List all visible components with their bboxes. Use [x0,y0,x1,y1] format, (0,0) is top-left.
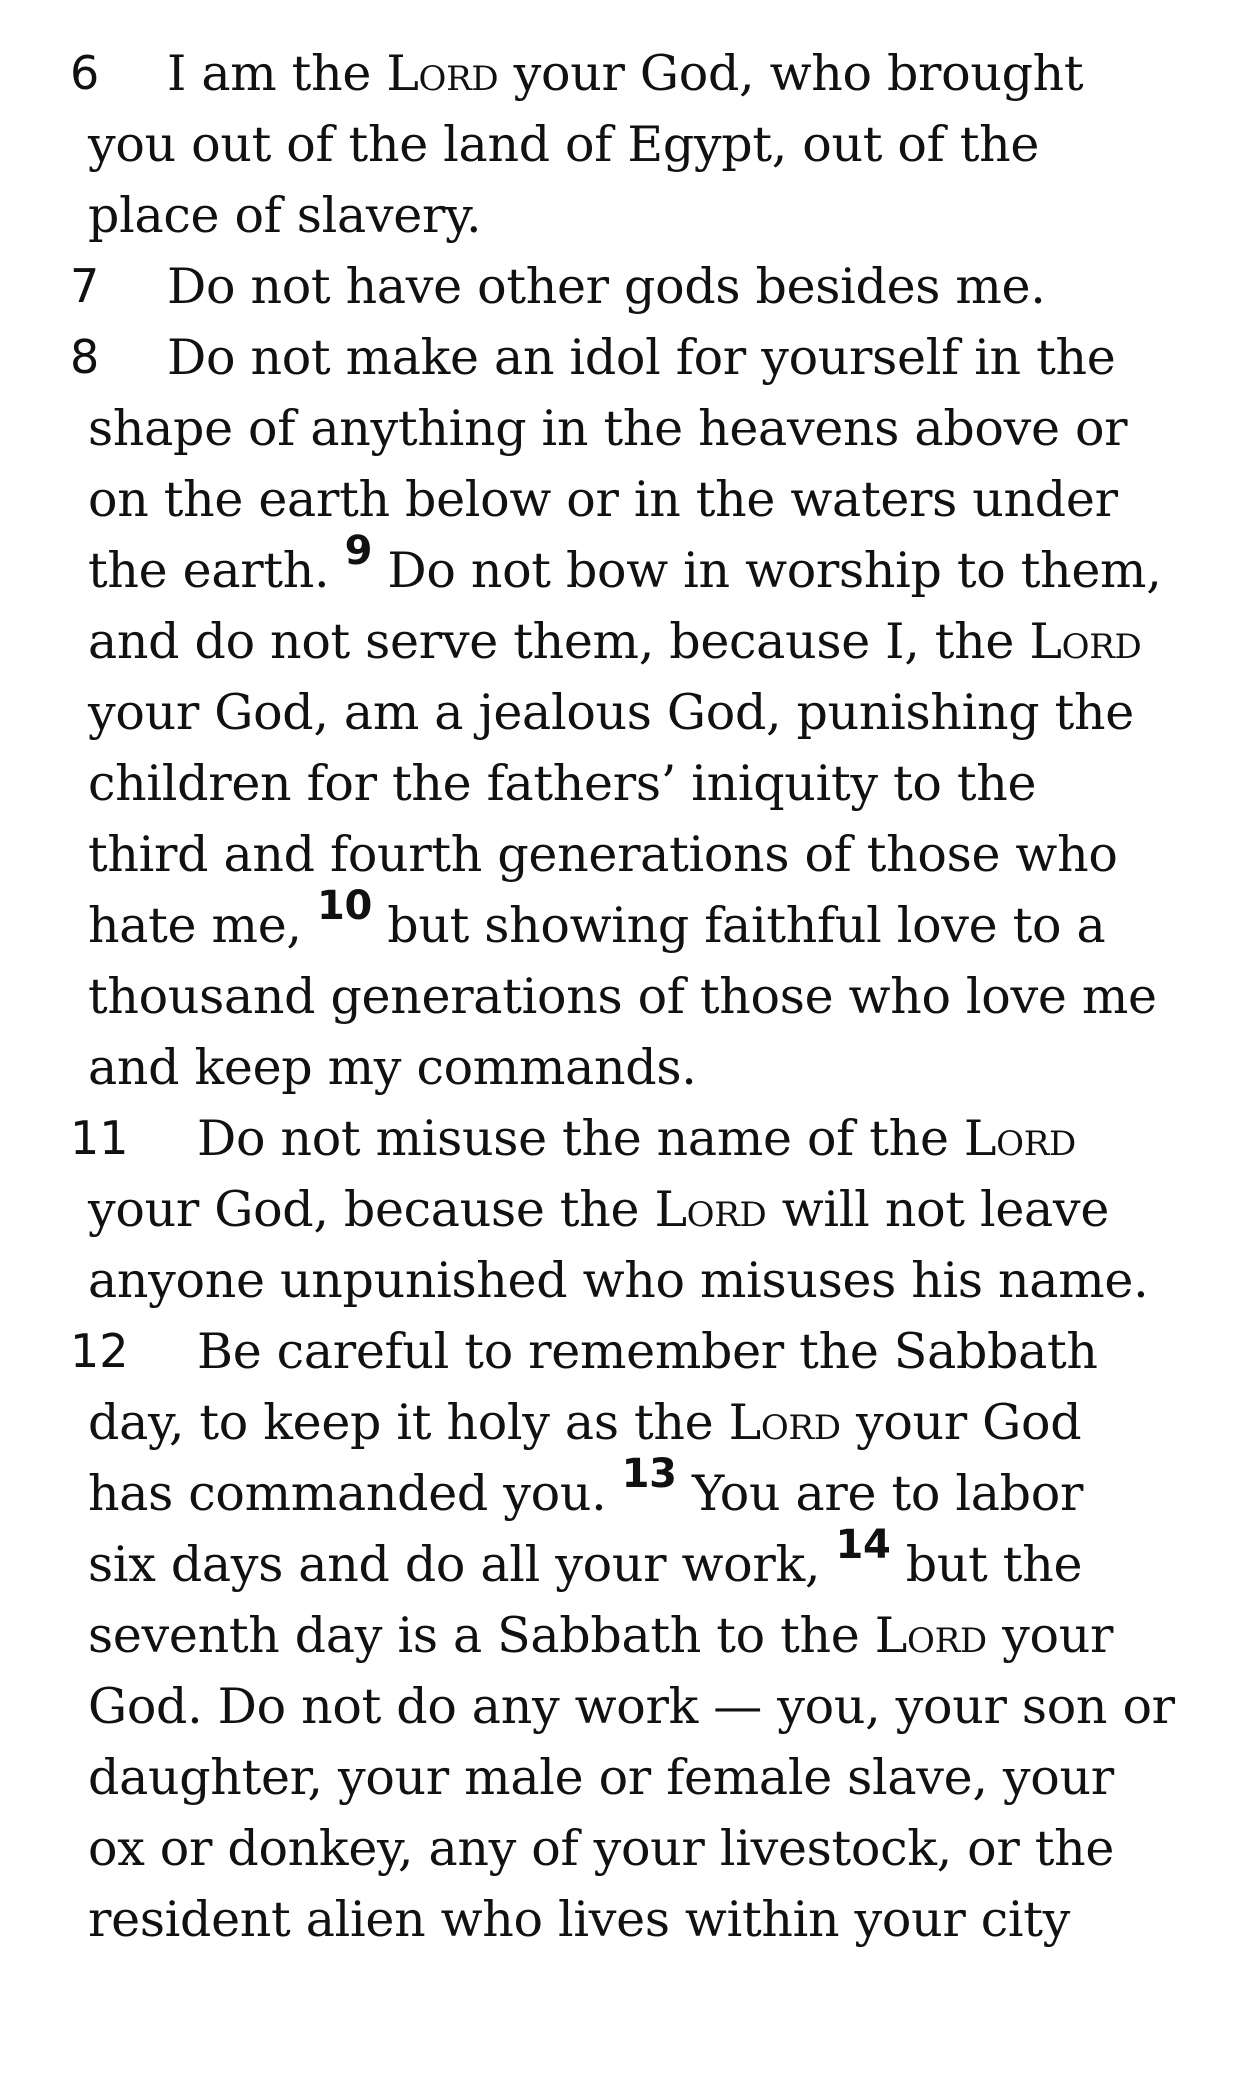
verse-text-line [88,1671,1175,1742]
divine-name: Lord [654,1181,767,1238]
text-run: hate me, [88,897,317,954]
text-run: third and fourth generations of those who [88,826,1118,883]
text-run: anyone unpunished who misuses his name. [88,1252,1149,1309]
text-run: children for the fathers’ iniquity to the [88,755,1037,812]
verse-text-line [88,1600,1113,1671]
verse-text-line [88,1450,1084,1529]
verse-text-first-line [167,38,1083,109]
verse-text-line [88,393,1127,464]
verse-text-first-line [197,1316,1098,1387]
text-run: your God, who brought [498,45,1084,102]
divine-name: Lord [386,45,499,102]
verse-text-line [88,606,1141,677]
verse-number: 8 [70,330,100,384]
text-run: Be careful to remember the Sabbath [197,1323,1098,1380]
verse-text-line [88,1521,1083,1600]
verse-text-line [88,748,1036,819]
verse-text-line [88,180,481,251]
text-run: thousand generations of those who love me [88,968,1157,1025]
text-run: Do not misuse the name of the [197,1110,964,1167]
text-run: you out of the land of Egypt, out of the [88,116,1040,173]
verse-number: 12 [70,1324,129,1378]
inline-verse-number: 14 [835,1521,891,1568]
verse-number: 11 [70,1111,129,1165]
text-run: place of slavery. [88,187,482,244]
verse-number: 7 [70,259,100,313]
verse-text-line [88,1884,1070,1955]
verse-text-line [88,961,1157,1032]
text-run: will not leave [766,1181,1110,1238]
text-run: your [986,1607,1114,1664]
verse-text-first-line [167,322,1115,393]
text-run: Do not bow in worship to them, [372,542,1162,599]
text-run: shape of anything in the heavens above or [88,400,1128,457]
text-run: Do not make an idol for yourself in the [167,329,1116,386]
verse-text-line [88,882,1106,961]
verse-text-line [88,1245,1148,1316]
verse-text-line [88,677,1134,748]
verse-text-line [88,109,1039,180]
verse-text-line [88,527,1162,606]
text-run: resident alien who lives within your city [88,1891,1071,1948]
text-run: the earth. [88,542,345,599]
text-run: your God [840,1394,1082,1451]
text-run: your God, am a jealous God, punishing the [88,684,1134,741]
text-run: seventh day is a Sabbath to the [88,1607,875,1664]
verse-number: 6 [70,46,100,100]
verse-text-line [88,1032,697,1103]
text-run: You are to labor [676,1465,1084,1522]
text-run: on the earth below or in the waters under [88,471,1118,528]
verse-text-line [88,1813,1114,1884]
verse-text-line [88,1742,1114,1813]
text-run: but the [890,1536,1083,1593]
text-run: daughter, your male or female slave, your [88,1749,1114,1806]
text-run: Do not have other gods besides me. [167,258,1046,315]
divine-name: Lord [963,1110,1076,1167]
text-run: God. Do not do any work — you, your son or [88,1678,1175,1735]
text-run: and keep my commands. [88,1039,697,1096]
inline-verse-number: 9 [344,527,373,574]
verse-text-line [88,1387,1081,1458]
verse-text-first-line [167,251,1046,322]
inline-verse-number: 10 [316,882,373,929]
verse-text-line [88,464,1118,535]
text-run: but showing faithful love to a [372,897,1106,954]
text-run: your God, because the [88,1181,655,1238]
verse-text-first-line [197,1103,1076,1174]
text-run: day, to keep it holy as the [88,1394,729,1451]
verse-text-line [88,819,1118,890]
verse-text-line [88,1174,1109,1245]
text-run: ox or donkey, any of your livestock, or the [88,1820,1115,1877]
text-run: I am the [167,45,387,102]
divine-name: Lord [874,1607,987,1664]
text-run: has commanded you. [88,1465,622,1522]
divine-name: Lord [728,1394,841,1451]
text-run: and do not serve them, because I, the [88,613,1030,670]
inline-verse-number: 13 [621,1450,677,1497]
divine-name: Lord [1029,613,1142,670]
text-run: six days and do all your work, [88,1536,836,1593]
